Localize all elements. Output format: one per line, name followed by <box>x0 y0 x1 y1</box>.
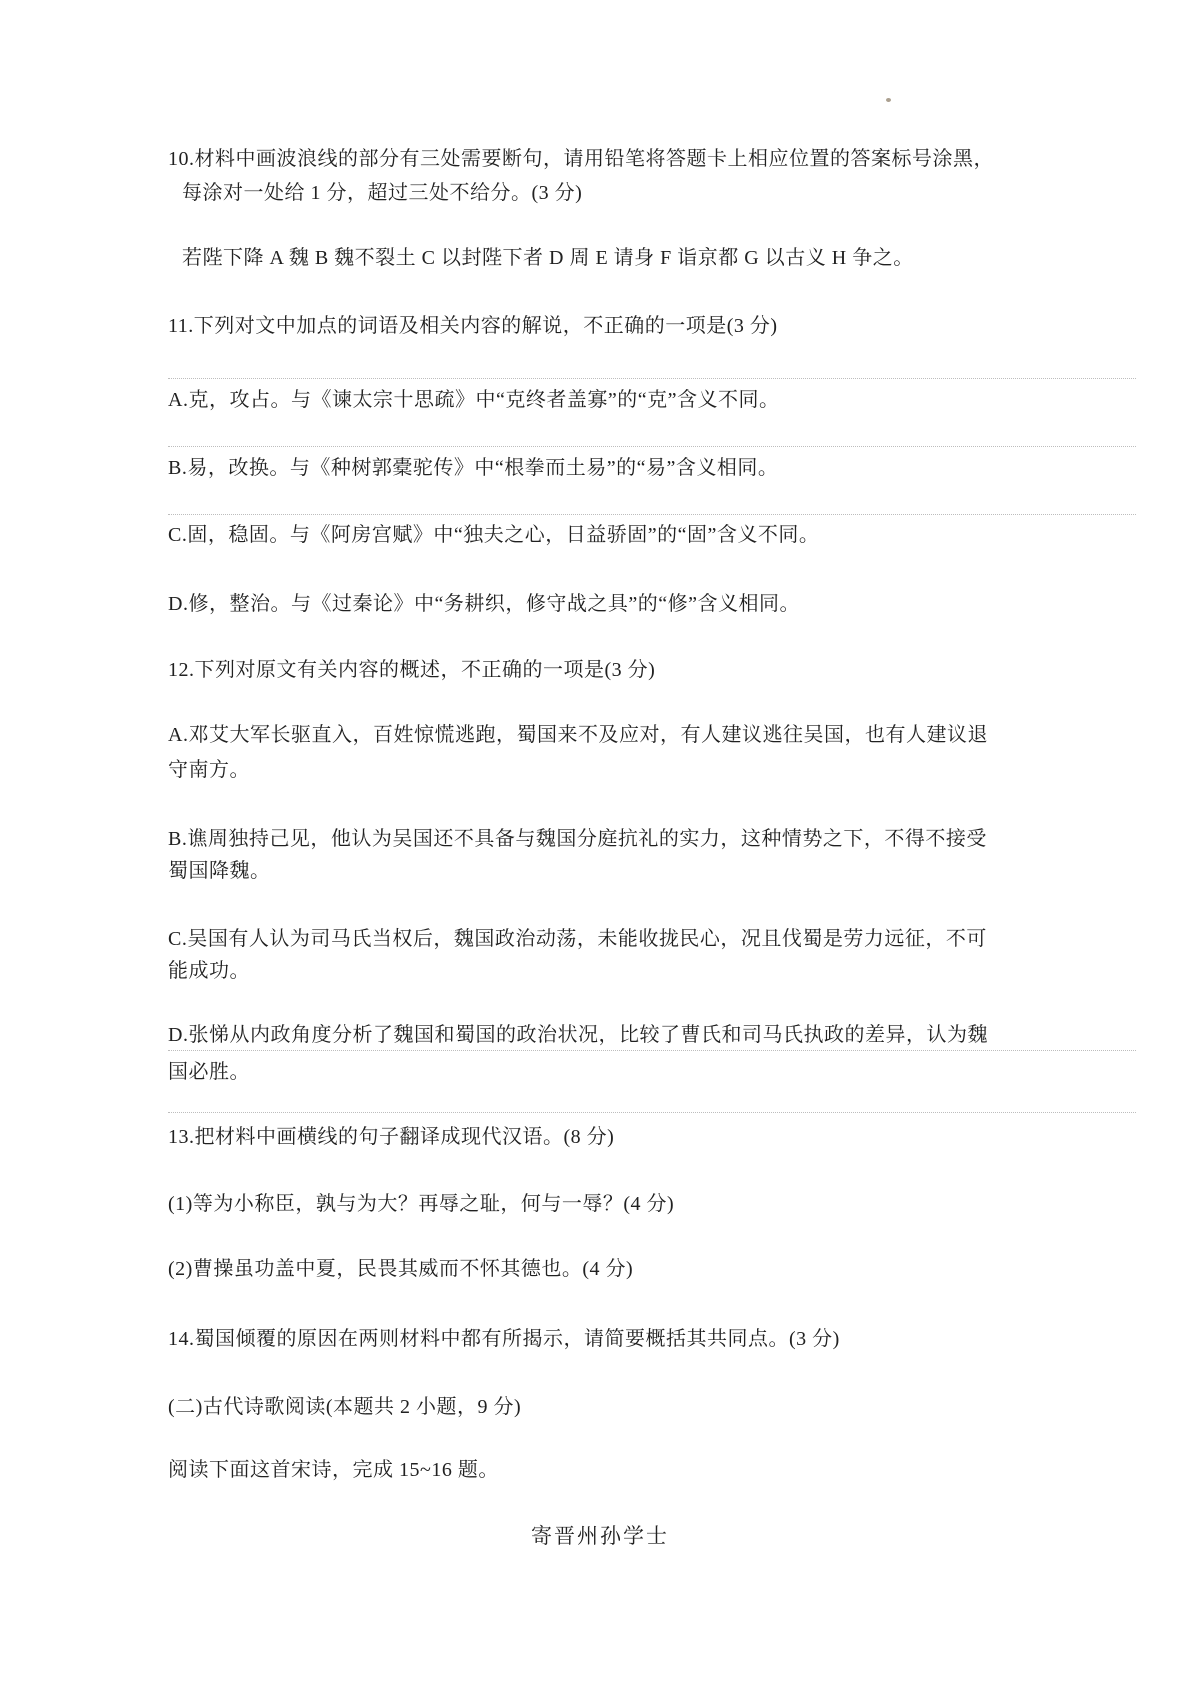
question-11-option-b: B.易，改换。与《种树郭橐驼传》中“根拳而土易”的“易”含义相同。 <box>168 457 779 479</box>
question-11-option-a: A.克，攻占。与《谏太宗十思疏》中“克终者盖寡”的“克”含义不同。 <box>168 389 780 411</box>
question-12-option-b-line-2: 蜀国降魏。 <box>168 860 271 882</box>
question-10-stem-line-1: 10.材料中画波浪线的部分有三处需要断句，请用铅笔将答题卡上相应位置的答案标号涂黑， <box>168 148 994 170</box>
dotted-separator <box>168 378 1136 379</box>
poem-title: 寄晋州孙学士 <box>531 1524 669 1548</box>
question-11-option-d: D.修，整治。与《过秦论》中“务耕织，修守战之具”的“修”含义相同。 <box>168 593 800 615</box>
question-14-stem: 14.蜀国倾覆的原因在两则材料中都有所揭示，请简要概括其共同点。(3 分) <box>168 1328 840 1350</box>
scan-artifact-speck <box>886 98 891 102</box>
dotted-separator <box>168 1112 1136 1113</box>
dotted-separator <box>168 514 1136 515</box>
question-13-part-1: (1)等为小称臣，孰与为大？再辱之耻，何与一辱？(4 分) <box>168 1193 675 1215</box>
question-11-stem: 11.下列对文中加点的词语及相关内容的解说，不正确的一项是(3 分) <box>168 315 778 337</box>
question-12-stem: 12.下列对原文有关内容的概述，不正确的一项是(3 分) <box>168 659 656 681</box>
question-12-option-d-line-2: 国必胜。 <box>168 1061 250 1083</box>
question-13-part-2: (2)曹操虽功盖中夏，民畏其威而不怀其德也。(4 分) <box>168 1258 634 1280</box>
question-12-option-a-line-2: 守南方。 <box>168 759 250 781</box>
section-2-instruction: 阅读下面这首宋诗，完成 15~16 题。 <box>168 1459 499 1481</box>
question-10-segment-sentence: 若陛下降 A 魏 B 魏不裂土 C 以封陛下者 D 周 E 请身 F 诣京都 G 以古义 H 争之。 <box>182 247 914 269</box>
question-12-option-a-line-1: A.邓艾大军长驱直入，百姓惊慌逃跑，蜀国来不及应对，有人建议逃往吴国，也有人建议退 <box>168 724 988 746</box>
dotted-separator <box>168 1050 1136 1051</box>
question-12-option-c-line-1: C.吴国有人认为司马氏当权后，魏国政治动荡，未能收拢民心，况且伐蜀是劳力远征，不可 <box>168 928 987 950</box>
question-12-option-c-line-2: 能成功。 <box>168 960 250 982</box>
dotted-separator <box>168 446 1136 447</box>
section-2-heading: (二)古代诗歌阅读(本题共 2 小题，9 分) <box>168 1396 522 1418</box>
question-12-option-b-line-1: B.谯周独持己见，他认为吴国还不具备与魏国分庭抗礼的实力，这种情势之下，不得不接受 <box>168 828 987 850</box>
question-13-stem: 13.把材料中画横线的句子翻译成现代汉语。(8 分) <box>168 1126 615 1148</box>
question-12-option-d-line-1: D.张悌从内政角度分析了魏国和蜀国的政治状况，比较了曹氏和司马氏执政的差异，认为魏 <box>168 1024 988 1046</box>
question-11-option-c: C.固，稳固。与《阿房宫赋》中“独夫之心，日益骄固”的“固”含义不同。 <box>168 524 820 546</box>
question-10-stem-line-2: 每涂对一处给 1 分，超过三处不给分。(3 分) <box>182 182 583 204</box>
